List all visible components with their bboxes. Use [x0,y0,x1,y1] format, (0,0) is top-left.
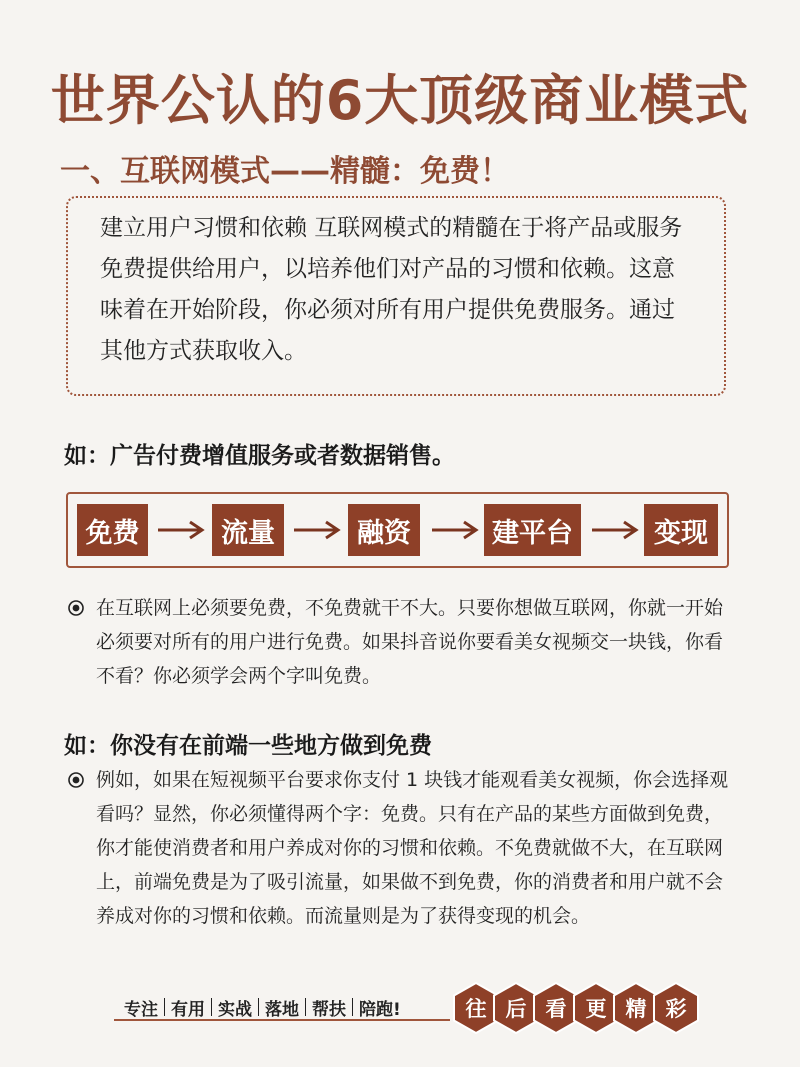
point-1-line: 必须要对所有的用户进行免费。如果抖音说你要看美女视频交一块钱，你看 [96,631,724,653]
badge-text: 精 [625,997,647,1021]
divider [305,998,306,1016]
intro-box [66,196,726,396]
divider [164,998,165,1016]
arrow-right-icon [430,519,480,541]
point-2-line: 看吗？显然，你必须懂得两个字：免费。只有在产品的某些方面做到免费， [96,803,724,825]
footer-tagline [124,995,401,1019]
flow-diagram [66,492,729,568]
point-2-line: 养成对你的习惯和依赖。而流量则是为了获得变现的机会。 [96,905,591,927]
arrow-right-icon [292,519,342,541]
badge-text: 往 [465,997,487,1021]
point-2-line: 例如，如果在短视频平台要求你支付 1 块钱才能观看美女视频，你会选择观 [96,769,729,791]
point-2-text [96,763,736,933]
flow-step-financing: 融资 [348,504,420,556]
flow-step-monetize: 变现 [644,504,718,556]
intro-text [100,208,700,372]
point-1-text [96,591,736,693]
footer-tag: 专注 [124,999,158,1020]
badge-text: 看 [545,997,567,1021]
intro-line: 其他方式获取收入。 [100,338,307,364]
footer-tag: 有用 [171,999,205,1020]
footer-tag: 帮扶 [312,999,346,1020]
page-title: 世界公认的6大顶级商业模式 [50,69,750,132]
divider [258,998,259,1016]
section-title: 一、互联网模式——精髓：免费！ [60,154,510,189]
point-2-line: 上，前端免费是为了吸引流量，如果做不到免费，你的消费者和用户就不会 [96,871,724,893]
example-heading-2: 如：你没有在前端一些地方做到免费 [64,733,432,759]
footer-tag: 落地 [265,999,299,1020]
point-1-line: 不看？你必须学会两个字叫免费。 [96,665,382,687]
badge-text: 更 [585,997,607,1021]
point-2-line: 你才能使消费者和用户养成对你的习惯和依赖。不免费就做不大，在互联网 [96,837,724,859]
point-1-line: 在互联网上必须要免费，不免费就干不大。只要你想做互联网，你就一开始 [96,597,724,619]
flow-step-free: 免费 [77,504,148,556]
example-heading-1: 如：广告付费增值服务或者数据销售。 [64,443,455,469]
intro-line: 味着在开始阶段，你必须对所有用户提供免费服务。通过 [100,297,675,323]
arrow-right-icon [156,519,206,541]
divider [352,998,353,1016]
flow-step-traffic: 流量 [212,504,284,556]
badge-text: 后 [505,997,527,1021]
bullet-circle-icon [64,768,88,792]
intro-line: 建立用户习惯和依赖 互联网模式的精髓在于将产品或服务 [100,215,683,241]
footer-tag: 实战 [218,999,252,1020]
bullet-circle-icon [64,596,88,620]
footer-line [114,1019,450,1021]
flow-step-build-platform: 建平台 [484,504,581,556]
divider [211,998,212,1016]
intro-line: 免费提供给用户，以培养他们对产品的习惯和依赖。这意 [100,256,675,282]
footer-badge [652,982,700,1034]
footer-tag: 陪跑! [359,999,401,1020]
arrow-right-icon [590,519,640,541]
badge-text: 彩 [665,997,687,1021]
